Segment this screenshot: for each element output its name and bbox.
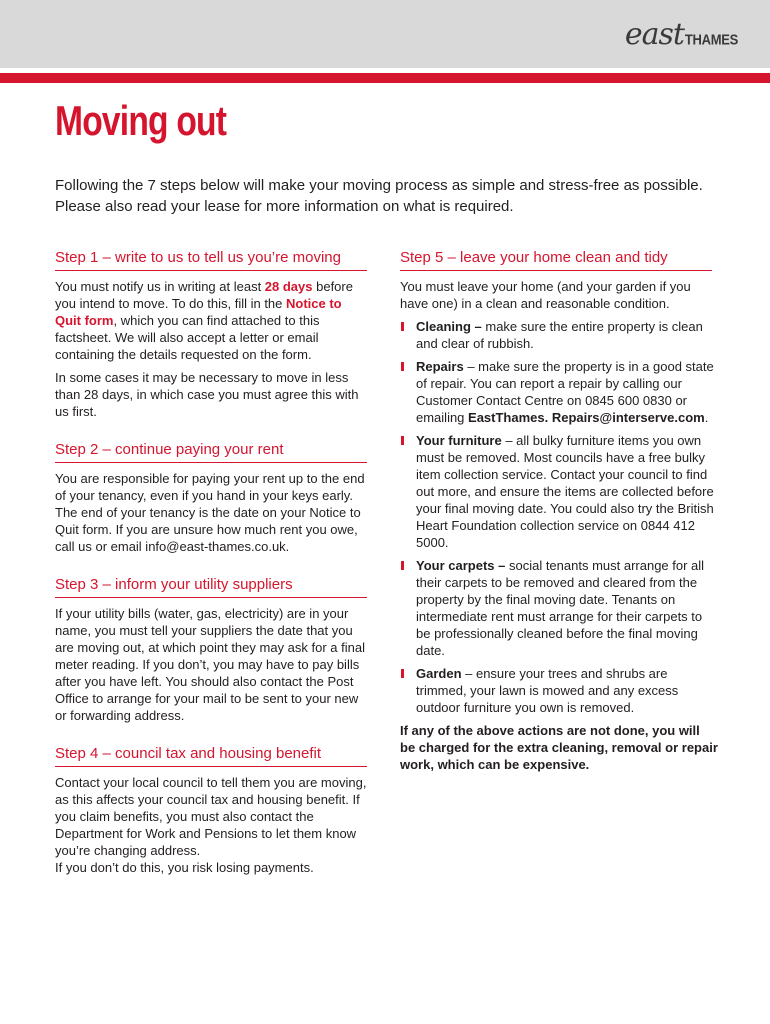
step-1-text-c: , which you can find attached to this factsheet. We will also accept a letter or email containing the details requested on the form. [55, 313, 320, 362]
step-1-text-b: before you intend to move. To do this, fill in the [55, 279, 353, 311]
step-4-section [55, 744, 367, 876]
step-4-heading: Step 4 – council tax and housing benefit [55, 744, 367, 767]
right-column [400, 248, 718, 773]
step-2-heading: Step 2 – continue paying your rent [55, 440, 367, 463]
bullet-cleaning-text: make sure the entire property is clean and clear of rubbish. [416, 319, 703, 351]
step-5-heading: Step 5 – leave your home clean and tidy [400, 248, 712, 271]
bullet-carpets [400, 557, 718, 659]
header-accent-rule [0, 73, 770, 83]
step-2-paragraph: You are responsible for paying your rent up to the end of your tenancy, even if you hand in your keys early. The end of your tenancy is the date on your Notice to Quit form. If you are unsure how much rent you owe, call us or email info@east-thames.co.uk. [55, 471, 365, 554]
bullet-repairs-text: – make sure the property is in a good state of repair. You can report a repair by calling our Customer Contact Centre on 0845 600 0830 or emailing [416, 359, 714, 425]
bullet-marker-icon [401, 561, 404, 570]
step-3-paragraph: If your utility bills (water, gas, electricity) are in your name, you must tell your suppliers the date that you are moving out, at which point they may ask for a final meter reading. If you don’t, you may have to pay bills after you have left. You should also contact the Post Office to arrange for your mail to be sent to your new or forwarding address. [55, 606, 365, 723]
bullet-furniture-text: – all bulky furniture items you own must be removed. Most councils have a free bulky item collection service. Contact your council to find out more, and ensure the items are collected before your final moving date. You could also try the British Heart Foundation collection service on 0844 412 5000. [416, 433, 714, 550]
bullet-cleaning [400, 318, 718, 352]
step-5-paragraph: You must leave your home (and your garden if you have one) in a clean and reasonable condition. [400, 279, 691, 311]
step-2-section [55, 440, 367, 555]
bullet-carpets-text: social tenants must arrange for all their carpets to be removed and cleared from the property by the final moving date. Tenants on intermediate rent must arrange for their carpets to be professionally cleaned before the final moving date. [416, 558, 705, 658]
bullet-repairs-label: Repairs [416, 359, 464, 374]
spacer [55, 724, 367, 744]
spacer [55, 555, 367, 575]
step-1-heading: Step 1 – write to us to tell us you’re moving [55, 248, 367, 271]
step-5-bullet-list [400, 318, 718, 716]
step-5-warning: If any of the above actions are not done, you will be charged for the extra cleaning, removal or repair work, which can be expensive. [400, 723, 718, 772]
page-title: Moving out [55, 97, 227, 144]
bullet-repairs [400, 358, 718, 426]
bullet-marker-icon [401, 362, 404, 371]
step-1-days-highlight: 28 days [264, 279, 313, 294]
notice-to-quit-form-link[interactable]: Notice to Quit form [55, 296, 342, 328]
logo-east-text: east [624, 17, 684, 52]
bullet-marker-icon [401, 322, 404, 331]
bullet-marker-icon [401, 436, 404, 445]
step-3-heading: Step 3 – inform your utility suppliers [55, 575, 367, 598]
step-1-paragraph-1 [55, 278, 367, 363]
bullet-repairs-end: . [704, 410, 709, 425]
step-1-text-a: You must notify us in writing at least [55, 279, 265, 294]
repairs-email-link[interactable]: EastThames. Repairs@interserve.com [468, 410, 705, 425]
step-3-section [55, 575, 367, 724]
intro-paragraph: Following the 7 steps below will make your moving process as simple and stress-free as possible. Please also read your lease for more information on what is required. [55, 177, 703, 215]
step-4-paragraph-1: Contact your local council to tell them you are moving, as this affects your council tax and housing benefit. If you claim benefits, you must also contact the Department for Work and Pensions to let them know you’re changing address. [55, 775, 367, 858]
spacer [55, 420, 367, 440]
bullet-cleaning-label: Cleaning – [416, 319, 482, 334]
logo-thames-text: THAMES [684, 30, 738, 49]
east-thames-logo [624, 17, 738, 52]
bullet-furniture-label: Your furniture [416, 433, 502, 448]
step-1-paragraph-2: In some cases it may be necessary to move in less than 28 days, in which case you must agree this with us first. [55, 370, 359, 419]
step-4-paragraph-2: If you don’t do this, you risk losing payments. [55, 860, 314, 875]
bullet-garden [400, 665, 718, 716]
bullet-garden-text: – ensure your trees and shrubs are trimmed, your lawn is mowed and any excess outdoor furniture you own is removed. [416, 666, 679, 715]
bullet-garden-label: Garden [416, 666, 462, 681]
bullet-carpets-label: Your carpets – [416, 558, 506, 573]
bullet-marker-icon [401, 669, 404, 678]
bullet-furniture [400, 432, 718, 551]
left-column [55, 248, 367, 876]
step-1-section [55, 248, 367, 420]
step-5-section [400, 248, 718, 773]
